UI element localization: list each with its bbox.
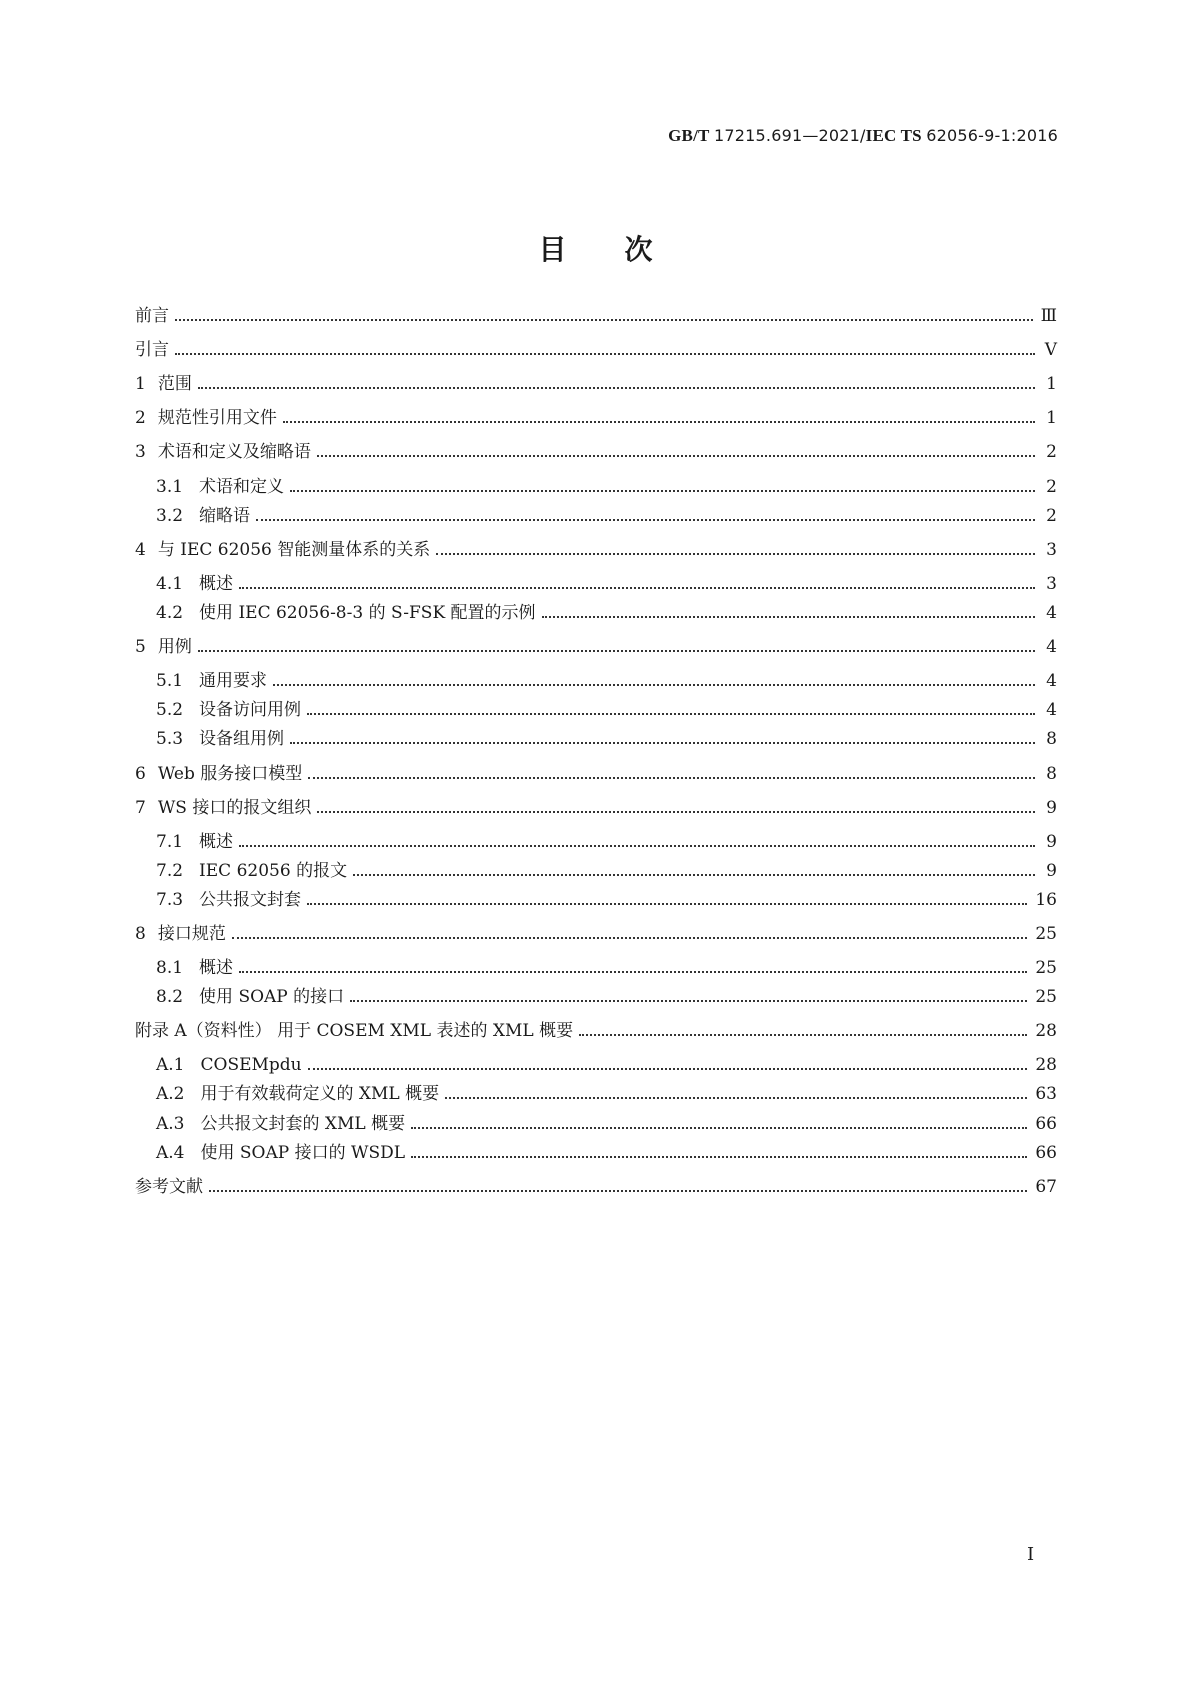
toc-entry-number: 3 xyxy=(135,442,146,462)
dot-leader xyxy=(436,538,1035,562)
toc-entry-number: 3.1 xyxy=(156,477,184,497)
dot-leader xyxy=(198,372,1035,396)
iec-prefix: IEC TS xyxy=(865,126,922,145)
toc-entry-label: 概述 xyxy=(199,958,234,978)
toc-entry[interactable] xyxy=(156,1053,1057,1077)
toc-entry-number: 4.1 xyxy=(156,574,184,594)
toc-entry[interactable] xyxy=(135,304,1057,328)
dot-leader xyxy=(239,956,1027,980)
toc-entry-page: 66 xyxy=(1035,1143,1057,1163)
toc-entry-label: 通用要求 xyxy=(199,671,268,691)
dot-leader xyxy=(256,504,1035,528)
toc-entry-label: 用于有效载荷定义的 XML 概要 xyxy=(200,1084,440,1104)
toc-entry-label: IEC 62056 的报文 xyxy=(199,861,348,881)
toc-entry-number: A.3 xyxy=(156,1114,185,1134)
toc-entry[interactable] xyxy=(135,440,1057,464)
dot-leader xyxy=(307,698,1035,722)
toc-entry-label: 设备组用例 xyxy=(199,729,285,749)
toc-entry-number: A.4 xyxy=(156,1143,185,1163)
toc-entry[interactable] xyxy=(156,601,1057,625)
toc-entry-label: 前言 xyxy=(135,306,169,326)
toc-entry[interactable] xyxy=(156,1141,1057,1165)
toc-entry-page: 63 xyxy=(1035,1084,1057,1104)
toc-entry-label: 公共报文封套的 XML 概要 xyxy=(200,1114,406,1134)
std-code: GB/T xyxy=(668,126,710,145)
dot-leader xyxy=(209,1175,1027,1199)
toc-entry-label: 用例 xyxy=(157,637,192,657)
dot-leader xyxy=(283,406,1035,430)
toc-entry[interactable] xyxy=(156,572,1057,596)
toc-entry-label: 附录 A（资料性） 用于 COSEM XML 表述的 XML 概要 xyxy=(135,1021,574,1041)
toc-entry-page: 4 xyxy=(1046,603,1057,623)
toc-entry-page: 2 xyxy=(1046,477,1057,497)
dot-leader xyxy=(411,1112,1027,1136)
toc-entry-number: 5.2 xyxy=(156,700,184,720)
toc-entry[interactable] xyxy=(135,1019,1057,1043)
toc-entry-page: 67 xyxy=(1035,1177,1057,1197)
toc-entry[interactable] xyxy=(156,985,1057,1009)
toc-entry[interactable] xyxy=(156,475,1057,499)
page-number: I xyxy=(1027,1544,1035,1565)
toc-entry-number: 7 xyxy=(135,798,146,818)
toc-entry-label: 使用 SOAP 的接口 xyxy=(199,987,345,1007)
toc-entry-label: 公共报文封套 xyxy=(199,890,302,910)
toc-entry-number: A.2 xyxy=(156,1084,185,1104)
toc-entry-number: A.1 xyxy=(156,1055,185,1075)
toc-entry[interactable] xyxy=(135,406,1057,430)
toc-entry-label: 使用 SOAP 接口的 WSDL xyxy=(200,1143,406,1163)
dot-leader xyxy=(175,338,1035,362)
toc-entry-number: 6 xyxy=(135,764,146,784)
toc-entry-page: 16 xyxy=(1035,890,1057,910)
dot-leader xyxy=(308,1053,1028,1077)
toc-entry-page: 4 xyxy=(1046,671,1057,691)
dot-leader xyxy=(308,762,1035,786)
toc-entry[interactable] xyxy=(135,1175,1057,1199)
toc-entry-page: 25 xyxy=(1035,958,1057,978)
toc-entry[interactable] xyxy=(156,859,1057,883)
toc-entry-label: 引言 xyxy=(135,340,169,360)
toc-entry-page: Ⅲ xyxy=(1040,306,1057,326)
dot-leader xyxy=(239,572,1035,596)
toc-entry-label: 使用 IEC 62056-8-3 的 S-FSK 配置的示例 xyxy=(199,603,536,623)
toc-entry-page: 9 xyxy=(1046,832,1057,852)
toc-entry[interactable] xyxy=(156,1082,1057,1106)
dot-leader xyxy=(350,985,1027,1009)
standard-header xyxy=(668,126,1058,146)
dot-leader xyxy=(175,304,1033,328)
toc-entry-label: 与 IEC 62056 智能测量体系的关系 xyxy=(157,540,431,560)
toc-entry-label: 术语和定义及缩略语 xyxy=(157,442,311,462)
toc-entry-label: 缩略语 xyxy=(199,506,251,526)
toc-entry-label: Web 服务接口模型 xyxy=(157,764,303,784)
toc-entry-label: 设备访问用例 xyxy=(199,700,302,720)
toc-entry-label: 术语和定义 xyxy=(199,477,285,497)
toc-entry-page: 3 xyxy=(1046,540,1057,560)
toc-entry[interactable] xyxy=(135,796,1057,820)
toc-entry-page: 28 xyxy=(1035,1055,1057,1075)
toc-entry-number: 4.2 xyxy=(156,603,184,623)
toc-entry[interactable] xyxy=(156,698,1057,722)
toc-entry-label: 规范性引用文件 xyxy=(157,408,277,428)
toc-entry-page: 25 xyxy=(1035,987,1057,1007)
toc-entry[interactable] xyxy=(135,635,1057,659)
toc-entry-page: 9 xyxy=(1046,798,1057,818)
dot-leader xyxy=(317,796,1035,820)
toc-entry[interactable] xyxy=(156,956,1057,980)
toc-entry[interactable] xyxy=(156,1112,1057,1136)
toc-entry-page: 1 xyxy=(1046,408,1057,428)
toc-entry-page: 1 xyxy=(1046,374,1057,394)
toc-entry-page: 28 xyxy=(1035,1021,1057,1041)
toc-entry-label: WS 接口的报文组织 xyxy=(157,798,312,818)
toc-entry[interactable] xyxy=(135,762,1057,786)
toc-entry[interactable] xyxy=(135,922,1057,946)
toc-entry-number: 5.1 xyxy=(156,671,184,691)
toc-entry-number: 7.2 xyxy=(156,861,184,881)
toc-entry[interactable] xyxy=(135,538,1057,562)
toc-entry-label: 接口规范 xyxy=(157,924,226,944)
dot-leader xyxy=(445,1082,1027,1106)
toc-entry-number: 7.3 xyxy=(156,890,184,910)
dot-leader xyxy=(290,727,1035,751)
iec-number: 62056-9-1:2016 xyxy=(926,126,1058,145)
toc-entry[interactable] xyxy=(135,372,1057,396)
dot-leader xyxy=(542,601,1035,625)
toc-entry-page: 8 xyxy=(1046,764,1057,784)
toc-entry-page: 2 xyxy=(1046,442,1057,462)
toc-entry[interactable] xyxy=(156,504,1057,528)
toc-entry-number: 1 xyxy=(135,374,146,394)
dot-leader xyxy=(411,1141,1027,1165)
dot-leader xyxy=(307,888,1027,912)
dot-leader xyxy=(273,669,1035,693)
toc-entry-label: 参考文献 xyxy=(135,1177,203,1197)
toc-entry-number: 7.1 xyxy=(156,832,184,852)
dot-leader xyxy=(232,922,1028,946)
toc-entry-number: 4 xyxy=(135,540,146,560)
toc-entry[interactable] xyxy=(156,888,1057,912)
toc-entry[interactable] xyxy=(156,669,1057,693)
toc-entry-page: Ⅴ xyxy=(1044,340,1057,360)
toc-entry-page: 4 xyxy=(1046,637,1057,657)
toc-entry-number: 5 xyxy=(135,637,146,657)
toc-entry-page: 9 xyxy=(1046,861,1057,881)
toc-entry[interactable] xyxy=(156,830,1057,854)
page-title: 目次 xyxy=(538,233,711,266)
toc-entry-label: COSEMpdu xyxy=(200,1055,302,1075)
toc-entry-number: 5.3 xyxy=(156,729,184,749)
toc-entry-number: 8 xyxy=(135,924,146,944)
toc-entry-number: 8.2 xyxy=(156,987,184,1007)
toc-entry[interactable] xyxy=(135,338,1057,362)
std-number: 17215.691—2021/ xyxy=(714,126,866,145)
toc-entry-page: 4 xyxy=(1046,700,1057,720)
toc-entry-page: 66 xyxy=(1035,1114,1057,1134)
toc-entry-number: 3.2 xyxy=(156,506,184,526)
toc-entry-label: 概述 xyxy=(199,574,234,594)
dot-leader xyxy=(579,1019,1027,1043)
toc-entry-page: 25 xyxy=(1035,924,1057,944)
toc-entry-label: 范围 xyxy=(157,374,192,394)
toc-entry-number: 8.1 xyxy=(156,958,184,978)
toc-entry-number: 2 xyxy=(135,408,146,428)
dot-leader xyxy=(290,475,1035,499)
dot-leader xyxy=(239,830,1035,854)
toc-entry-page: 2 xyxy=(1046,506,1057,526)
toc-entry[interactable] xyxy=(156,727,1057,751)
dot-leader xyxy=(353,859,1035,883)
toc-entry-page: 3 xyxy=(1046,574,1057,594)
dot-leader xyxy=(317,440,1035,464)
toc-entry-page: 8 xyxy=(1046,729,1057,749)
dot-leader xyxy=(198,635,1035,659)
toc-entry-label: 概述 xyxy=(199,832,234,852)
